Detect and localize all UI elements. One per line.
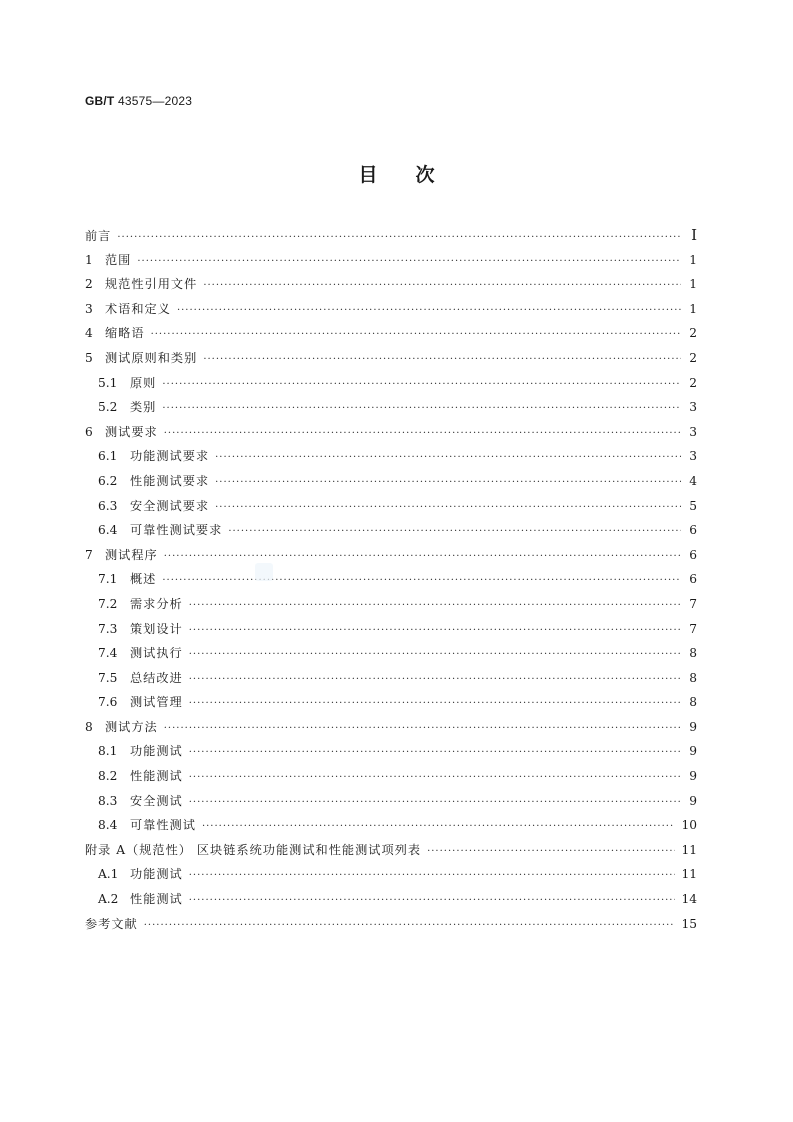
toc-entry-page: 11 (681, 842, 697, 857)
toc-entry[interactable] (85, 742, 697, 767)
toc-entry-title: 附录 A（规范性） 区块链系统功能测试和性能测试项列表 (85, 842, 422, 857)
table-of-contents (85, 226, 697, 939)
toc-entry-title: 性能测试要求 (130, 473, 210, 488)
toc-entry-page: 2 (689, 350, 697, 365)
toc-entry[interactable] (85, 816, 697, 841)
toc-leader-dots (162, 403, 681, 414)
toc-entry-title: 测试方法 (105, 719, 158, 734)
toc-entry-title: 原则 (130, 375, 157, 390)
toc-leader-dots (144, 920, 676, 931)
toc-leader-dots (189, 797, 681, 808)
toc-entry-number: 1 (85, 252, 93, 267)
toc-entry-page: 3 (689, 400, 697, 415)
toc-entry-title: 前言 (85, 229, 112, 243)
toc-entry[interactable] (85, 693, 697, 718)
toc-entry[interactable] (85, 767, 697, 792)
toc-entry-page: 9 (689, 793, 697, 808)
toc-entry[interactable] (85, 349, 697, 374)
toc-entry-number: 2 (85, 277, 93, 292)
toc-entry-page: 8 (689, 695, 697, 710)
toc-leader-dots (202, 821, 676, 832)
toc-entry[interactable] (85, 275, 697, 300)
toc-entry-page: 2 (689, 375, 697, 390)
page-title: 目次 (358, 164, 473, 186)
toc-entry-title: 测试执行 (130, 646, 183, 661)
toc-leader-dots (189, 649, 681, 660)
toc-entry[interactable] (85, 226, 697, 251)
toc-entry-page: 3 (689, 449, 697, 464)
toc-entry[interactable] (85, 570, 697, 595)
toc-entry[interactable] (85, 644, 697, 669)
toc-entry-page: 6 (689, 523, 697, 538)
toc-entry-title: 功能测试要求 (130, 449, 210, 464)
toc-leader-dots (177, 305, 681, 316)
toc-entry-title: 可靠性测试 (130, 818, 196, 833)
toc-entry-page: 1 (689, 252, 697, 267)
toc-entry-number: 6.2 (98, 473, 118, 488)
toc-entry-number: 7.6 (98, 695, 118, 710)
toc-entry-page: 9 (689, 744, 697, 759)
toc-entry-title: 功能测试 (130, 867, 183, 882)
toc-leader-dots (189, 625, 681, 636)
toc-entry-number: 5 (85, 350, 93, 365)
standard-code: 43575—2023 (118, 94, 193, 108)
toc-entry-page: 6 (689, 547, 697, 562)
toc-leader-dots (162, 575, 681, 586)
toc-entry-page: 7 (689, 621, 697, 636)
toc-entry-page: 4 (689, 473, 697, 488)
toc-entry-title: 类别 (130, 400, 157, 415)
toc-leader-dots (164, 428, 681, 439)
toc-entry[interactable] (85, 374, 697, 399)
toc-entry[interactable] (85, 324, 697, 349)
toc-entry-page: 3 (689, 424, 697, 439)
toc-entry-number: A.1 (98, 867, 119, 882)
toc-entry-number: 8 (85, 719, 93, 734)
toc-entry-number: 5.1 (98, 375, 118, 390)
toc-entry-title: 可靠性测试要求 (130, 523, 223, 538)
toc-entry[interactable] (85, 792, 697, 817)
toc-entry-title: 性能测试 (130, 769, 183, 784)
toc-leader-dots (203, 280, 681, 291)
toc-entry[interactable] (85, 472, 697, 497)
toc-entry-title: 总结改进 (130, 670, 183, 685)
toc-leader-dots (215, 452, 681, 463)
toc-entry-page: 7 (689, 596, 697, 611)
toc-entry-number: 8.1 (98, 744, 118, 759)
toc-leader-dots (189, 895, 676, 906)
toc-entry-page: 1 (689, 301, 697, 316)
toc-entry-number: 7.4 (98, 646, 118, 661)
toc-leader-dots (203, 354, 681, 365)
toc-entry-title: 测试要求 (105, 424, 158, 439)
toc-entry-number: 7.5 (98, 670, 118, 685)
toc-entry-title: 测试原则和类别 (105, 350, 198, 365)
toc-entry-title: 规范性引用文件 (105, 277, 198, 292)
toc-entry-number: 3 (85, 301, 93, 316)
toc-entry-page: 6 (689, 572, 697, 587)
toc-entry-number: 7.2 (98, 596, 118, 611)
toc-entry-number: 6 (85, 424, 93, 439)
toc-entry[interactable] (85, 447, 697, 472)
toc-entry[interactable] (85, 521, 697, 546)
toc-entry[interactable] (85, 669, 697, 694)
toc-entry-page: 5 (689, 498, 697, 513)
toc-entry-number: 7.1 (98, 572, 118, 587)
toc-entry-page: 9 (689, 769, 697, 784)
toc-entry-number: 6.1 (98, 449, 118, 464)
toc-entry-title: 缩略语 (105, 326, 145, 341)
toc-leader-dots (189, 870, 676, 881)
toc-entry[interactable] (85, 423, 697, 448)
toc-entry-number: 5.2 (98, 400, 118, 415)
toc-entry-title: 概述 (130, 572, 157, 587)
toc-entry-page: 8 (689, 646, 697, 661)
toc-leader-dots (189, 747, 681, 758)
toc-leader-dots (215, 502, 681, 513)
toc-entry-number: A.2 (98, 892, 119, 907)
toc-entry-page: 14 (681, 892, 697, 907)
toc-leader-dots (117, 232, 681, 243)
toc-entry[interactable] (85, 620, 697, 645)
toc-leader-dots (189, 698, 681, 709)
toc-entry-number: 7 (85, 547, 93, 562)
toc-entry[interactable] (85, 890, 697, 915)
watermark-logo (255, 563, 273, 581)
toc-leader-dots (162, 379, 681, 390)
toc-entry-page: 1 (689, 277, 697, 292)
toc-leader-dots (427, 846, 675, 857)
toc-entry-page: I (691, 226, 697, 244)
toc-leader-dots (164, 723, 681, 734)
toc-leader-dots (215, 477, 681, 488)
toc-entry[interactable] (85, 251, 697, 276)
toc-leader-dots (151, 329, 681, 340)
standard-number (85, 94, 192, 108)
toc-leader-dots (164, 551, 681, 562)
toc-entry-page: 9 (689, 719, 697, 734)
toc-entry[interactable] (85, 300, 697, 325)
toc-entry-title: 安全测试 (130, 793, 183, 808)
toc-entry-title: 需求分析 (130, 596, 183, 611)
toc-entry-number: 4 (85, 326, 93, 341)
toc-entry-page: 10 (681, 818, 697, 833)
toc-entry[interactable] (85, 398, 697, 423)
toc-entry-number: 8.3 (98, 793, 118, 808)
toc-entry[interactable] (85, 718, 697, 743)
toc-entry[interactable] (85, 841, 697, 866)
toc-leader-dots (189, 772, 681, 783)
toc-entry-title: 范围 (105, 252, 132, 267)
toc-entry[interactable] (85, 546, 697, 571)
toc-entry-number: 6.3 (98, 498, 118, 513)
toc-entry-title: 策划设计 (130, 621, 183, 636)
standard-prefix: GB/T (85, 94, 115, 108)
toc-entry-title: 安全测试要求 (130, 498, 210, 513)
toc-entry-page: 8 (689, 670, 697, 685)
toc-entry-title: 性能测试 (130, 892, 183, 907)
toc-entry-page: 2 (689, 326, 697, 341)
toc-entry[interactable] (85, 497, 697, 522)
toc-entry[interactable] (85, 865, 697, 890)
toc-leader-dots (189, 674, 681, 685)
toc-leader-dots (228, 526, 681, 537)
toc-entry-page: 11 (681, 867, 697, 882)
toc-leader-dots (189, 600, 681, 611)
toc-entry[interactable] (85, 595, 697, 620)
toc-entry-number: 8.4 (98, 818, 118, 833)
toc-entry-number: 8.2 (98, 769, 118, 784)
toc-entry-number: 6.4 (98, 523, 118, 538)
toc-entry-title: 术语和定义 (105, 301, 171, 316)
toc-entry-title: 测试管理 (130, 695, 183, 710)
toc-entry-title: 功能测试 (130, 744, 183, 759)
toc-entry-title: 测试程序 (105, 547, 158, 562)
toc-entry-number: 7.3 (98, 621, 118, 636)
toc-entry-page: 15 (681, 916, 697, 931)
toc-entry-title: 参考文献 (85, 916, 138, 931)
toc-entry[interactable] (85, 915, 697, 940)
toc-leader-dots (137, 256, 681, 267)
